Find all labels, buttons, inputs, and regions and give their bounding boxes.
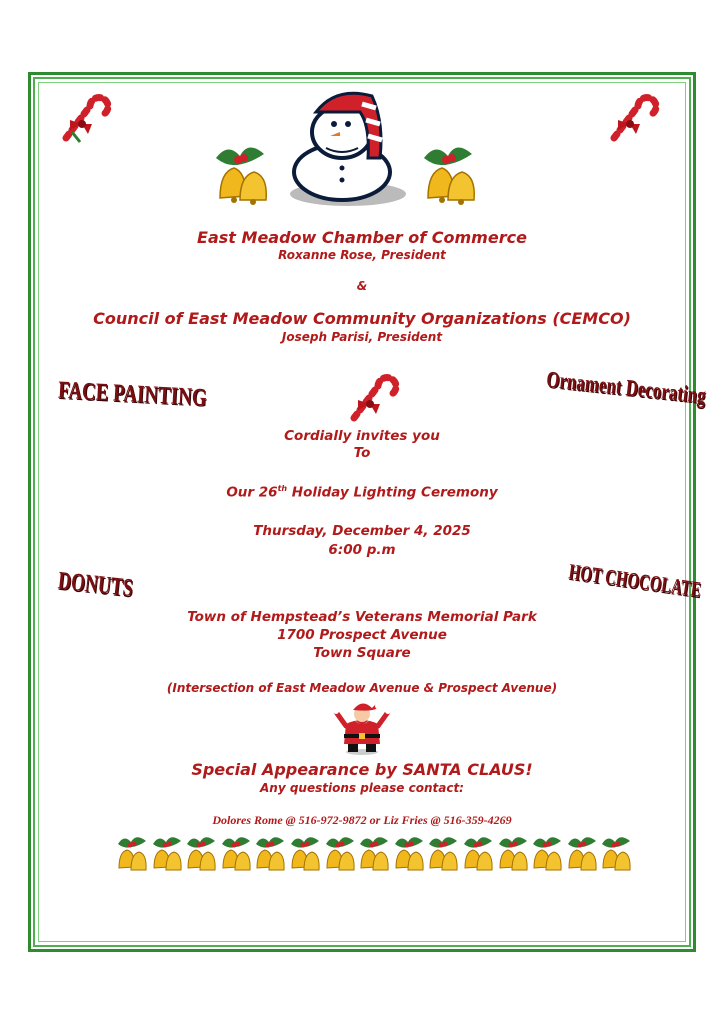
org2-name: Council of East Meadow Community Organizations (CEMCO) bbox=[93, 309, 631, 328]
candy-cane-icon bbox=[600, 86, 662, 148]
holly-bells-icon bbox=[183, 832, 219, 874]
event-title bbox=[0, 484, 724, 501]
holly-bells-icon bbox=[114, 832, 150, 874]
holly-bells-icon bbox=[529, 832, 565, 874]
bells-row bbox=[114, 832, 638, 874]
donuts-label: DONUTS bbox=[56, 565, 135, 602]
event-ordinal: th bbox=[277, 484, 288, 493]
snowman-icon bbox=[276, 82, 412, 212]
holly-bells-icon bbox=[322, 832, 358, 874]
venue-line2: 1700 Prospect Avenue bbox=[277, 627, 447, 643]
holly-bells-icon bbox=[391, 832, 427, 874]
ornament-decorating-label: Ornament Decorating bbox=[545, 366, 708, 409]
holly-bells-icon bbox=[149, 832, 185, 874]
holly-bells-icon bbox=[598, 832, 634, 874]
face-painting-label: FACE PAINTING bbox=[57, 376, 208, 412]
invite-line2: To bbox=[353, 445, 371, 461]
hot-chocolate-label: HOT CHOCOLATE bbox=[567, 561, 703, 603]
santa-icon bbox=[332, 698, 392, 756]
venue-line3: Town Square bbox=[313, 645, 411, 661]
holly-bells-icon bbox=[460, 832, 496, 874]
venue-line1: Town of Hempstead’s Veterans Memorial Park bbox=[187, 609, 537, 625]
holly-bells-icon bbox=[218, 832, 254, 874]
special-appearance: Special Appearance by SANTA CLAUS! bbox=[191, 760, 533, 779]
org1-name: East Meadow Chamber of Commerce bbox=[197, 228, 527, 247]
org1-person: Roxanne Rose, President bbox=[278, 248, 446, 262]
holly-bells-icon bbox=[287, 832, 323, 874]
contact-details: Dolores Rome @ 516-972-9872 or Liz Fries @ 516-359-4269 bbox=[212, 813, 512, 827]
event-name: Holiday Lighting Ceremony bbox=[291, 484, 498, 501]
event-date: Thursday, December 4, 2025 bbox=[253, 523, 471, 539]
venue-intersection: (Intersection of East Meadow Avenue & Prospect Avenue) bbox=[166, 681, 558, 695]
candy-cane-icon bbox=[340, 366, 402, 428]
holly-bells-icon bbox=[414, 138, 486, 210]
ampersand: & bbox=[356, 279, 368, 293]
org2-person: Joseph Parisi, President bbox=[281, 330, 443, 344]
candy-cane-icon bbox=[52, 86, 114, 148]
event-time: 6:00 p.m bbox=[328, 542, 396, 558]
contact-prompt: Any questions please contact: bbox=[260, 781, 464, 795]
event-prefix: Our 26 bbox=[226, 484, 278, 501]
holly-bells-icon bbox=[564, 832, 600, 874]
holly-bells-icon bbox=[425, 832, 461, 874]
holly-bells-icon bbox=[495, 832, 531, 874]
holly-bells-icon bbox=[206, 138, 278, 210]
holly-bells-icon bbox=[356, 832, 392, 874]
invite-line1: Cordially invites you bbox=[284, 428, 440, 444]
holly-bells-icon bbox=[252, 832, 288, 874]
